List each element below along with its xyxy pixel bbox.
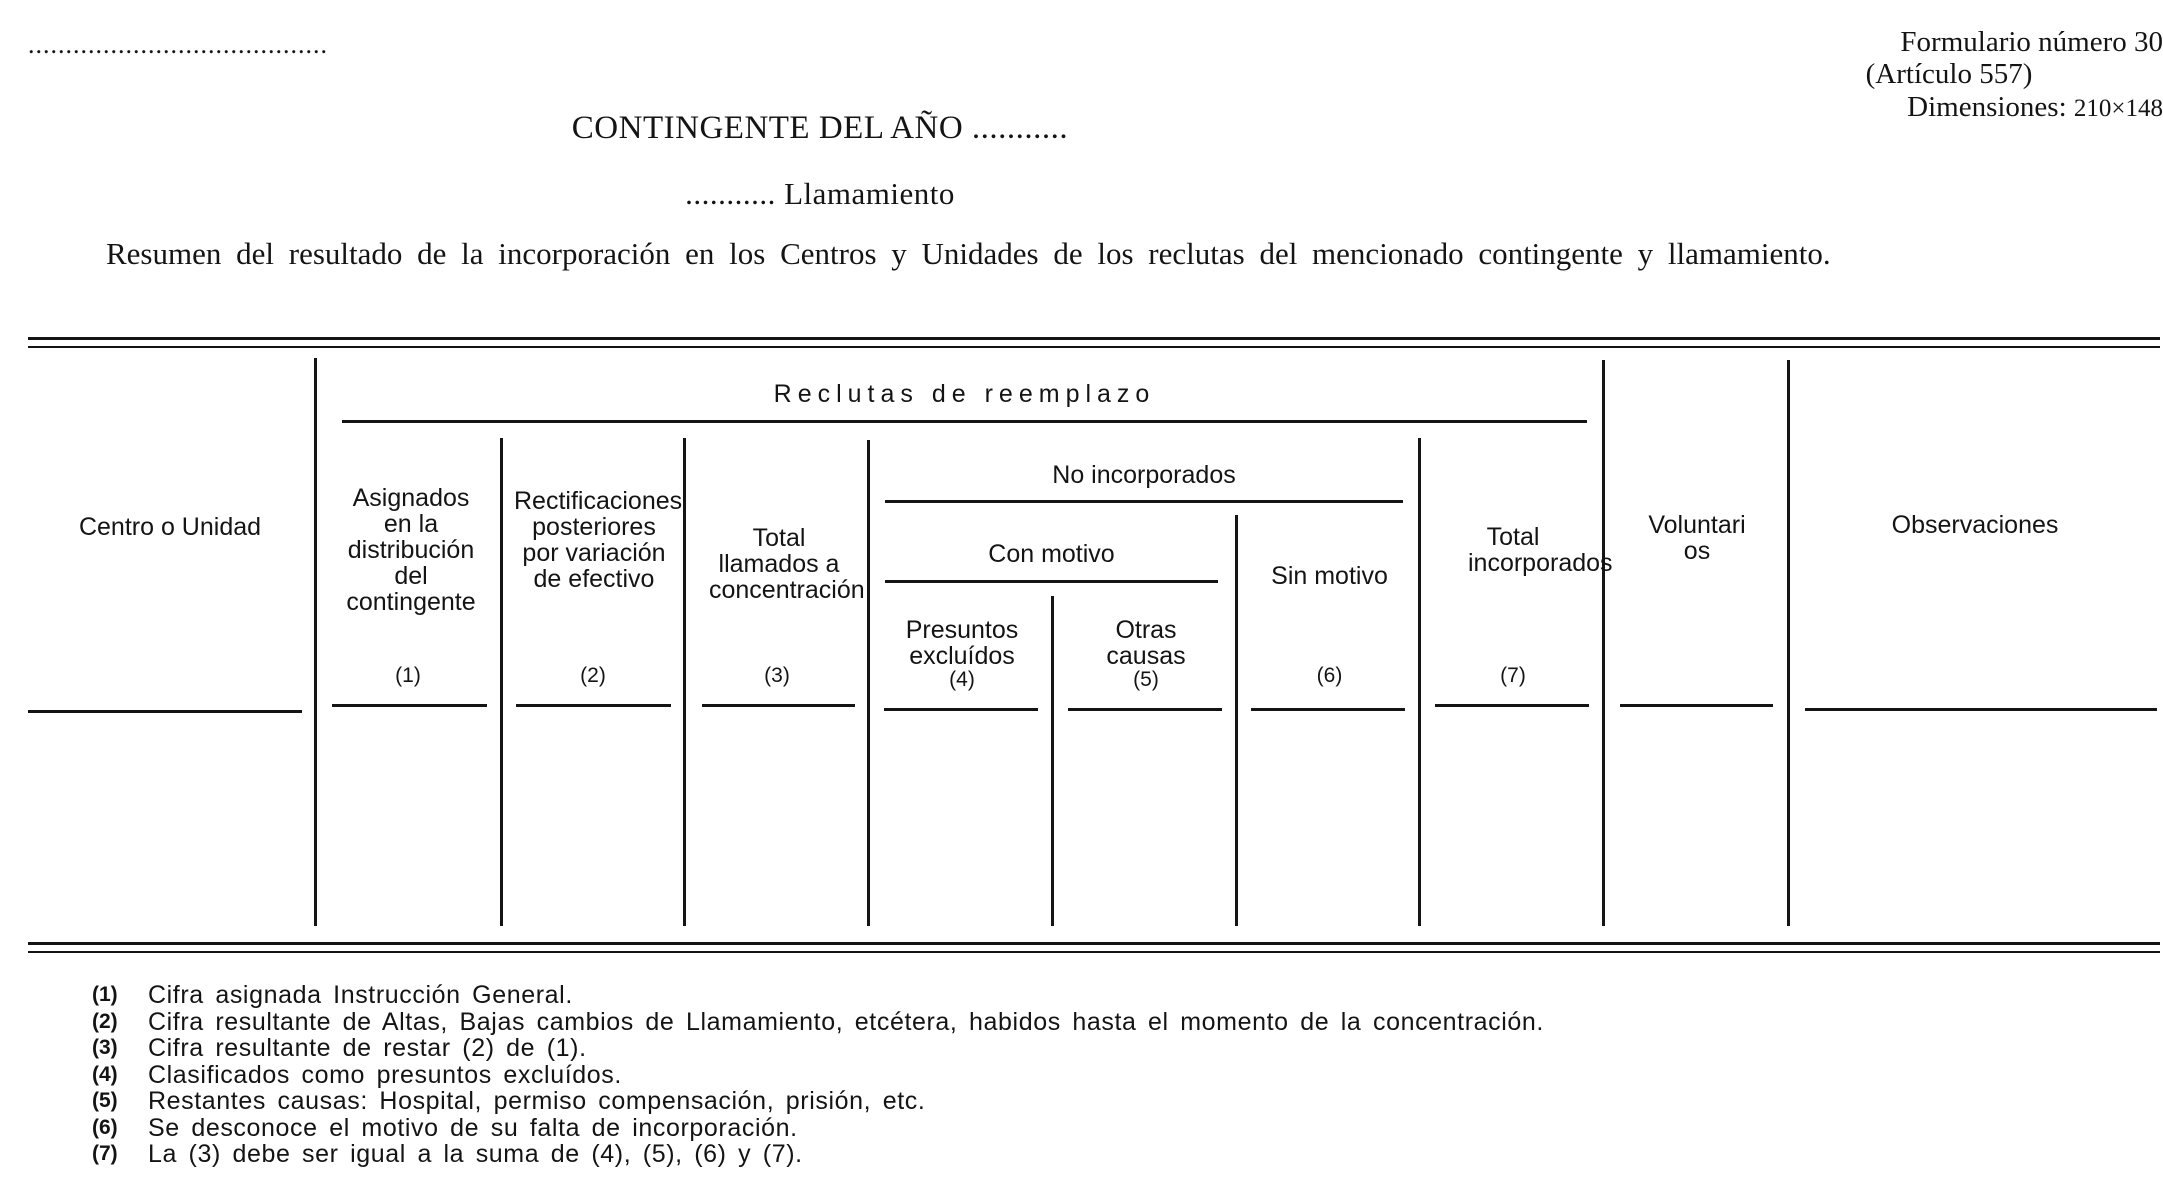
footnote: (3) Cifra resultante de restar (2) de (1).	[92, 1034, 587, 1062]
header-sin-motivo: Sin motivo	[1271, 562, 1388, 590]
table-bottom-rule-1	[28, 942, 2160, 945]
col-rule-1	[332, 704, 487, 707]
num-6: (6)	[1316, 664, 1343, 687]
footnotes	[92, 982, 2152, 1168]
con-motivo-group-rule	[885, 580, 1218, 583]
table-vline-8	[1602, 360, 1605, 926]
dimensions-value: 210×148	[2073, 94, 2163, 122]
document-title: CONTINGENTE DEL AÑO ...........	[571, 110, 1069, 146]
body-cell-3[interactable]	[687, 716, 865, 926]
table-top-rule-2	[28, 346, 2160, 348]
form-reference	[1743, 26, 2163, 123]
body-cell-7[interactable]	[1422, 716, 1600, 926]
header-voluntarios: Voluntarios	[1648, 511, 1746, 565]
table-top-rule-1	[28, 337, 2160, 340]
header-total-incorporados: Total incorporados	[1468, 523, 1613, 577]
body-cell-1[interactable]	[318, 716, 498, 926]
form-article: (Artículo 557)	[1865, 58, 2033, 91]
num-2: (2)	[580, 664, 606, 687]
header-no-incorporados: No incorporados	[1052, 461, 1236, 489]
header-otras-causas: Otras causas	[1106, 616, 1186, 670]
col-rule-voluntarios	[1620, 704, 1773, 707]
col-rule-6	[1251, 708, 1405, 711]
header-rectificaciones: Rectificaciones posteriores por variación de efectivo	[514, 487, 683, 593]
num-3: (3)	[764, 664, 790, 687]
dimensions-label: Dimensiones:	[1907, 90, 2067, 123]
document-subtitle: ........... Llamamiento	[685, 176, 955, 211]
header-centro-unidad: Centro o Unidad	[78, 513, 262, 541]
header-con-motivo: Con motivo	[988, 540, 1115, 568]
body-cell-2[interactable]	[504, 716, 681, 926]
col-rule-centro	[28, 710, 302, 713]
no-incorporados-group-rule	[885, 500, 1403, 503]
header-reclutas-reemplazo: Reclutas de reemplazo	[773, 380, 1156, 408]
num-7: (7)	[1500, 664, 1526, 687]
header-asignados: Asignados en la distribución del contingente	[346, 484, 476, 616]
form-dimensions	[1743, 91, 2163, 123]
body-cell-6[interactable]	[1239, 716, 1416, 926]
col-rule-2	[516, 704, 671, 707]
intro-paragraph: Resumen del resultado de la incorporación en los Centros y Unidades de los reclutas del mencionado contingente y llamamiento.	[106, 236, 1831, 271]
num-1: (1)	[395, 664, 421, 687]
body-cell-centro[interactable]	[28, 716, 312, 926]
col-rule-7	[1435, 704, 1589, 707]
header-total-llamados: Total llamados a concentración	[709, 524, 865, 604]
form-number: Formulario número 30	[1900, 26, 2163, 58]
header-presuntos-excluidos: Presuntos excluídos	[905, 616, 1019, 670]
col-rule-3	[702, 704, 855, 707]
body-cell-observaciones[interactable]	[1791, 716, 2159, 926]
body-cell-voluntarios[interactable]	[1606, 716, 1785, 926]
footnote: (5) Restantes causas: Hospital, permiso compensación, prisión, etc.	[92, 1087, 926, 1115]
footnote: (7) La (3) debe ser igual a la suma de (4), (5), (6) y (7).	[92, 1140, 803, 1168]
col-rule-5	[1068, 708, 1222, 711]
footnote: (2) Cifra resultante de Altas, Bajas cambios de Llamamiento, etcétera, habidos hasta el momento de la concentración.	[92, 1007, 1544, 1036]
body-cell-4[interactable]	[871, 716, 1049, 926]
header-dots: ........................................	[28, 30, 328, 59]
body-cell-5[interactable]	[1055, 716, 1233, 926]
reclutas-group-rule	[342, 420, 1587, 423]
table-vline-9	[1787, 360, 1790, 926]
table-vline-1	[314, 358, 317, 926]
num-5: (5)	[1133, 668, 1159, 691]
footnote: (4) Clasificados como presuntos excluídos.	[92, 1060, 622, 1089]
table-bottom-rule-2	[28, 951, 2160, 953]
header-observaciones: Observaciones	[1891, 511, 2059, 539]
footnote: (6) Se desconoce el motivo de su falta de incorporación.	[92, 1113, 798, 1142]
col-rule-observaciones	[1805, 708, 2157, 711]
num-4: (4)	[949, 668, 975, 691]
footnote: (1) Cifra asignada Instrucción General.	[92, 981, 573, 1009]
col-rule-4	[884, 708, 1038, 711]
